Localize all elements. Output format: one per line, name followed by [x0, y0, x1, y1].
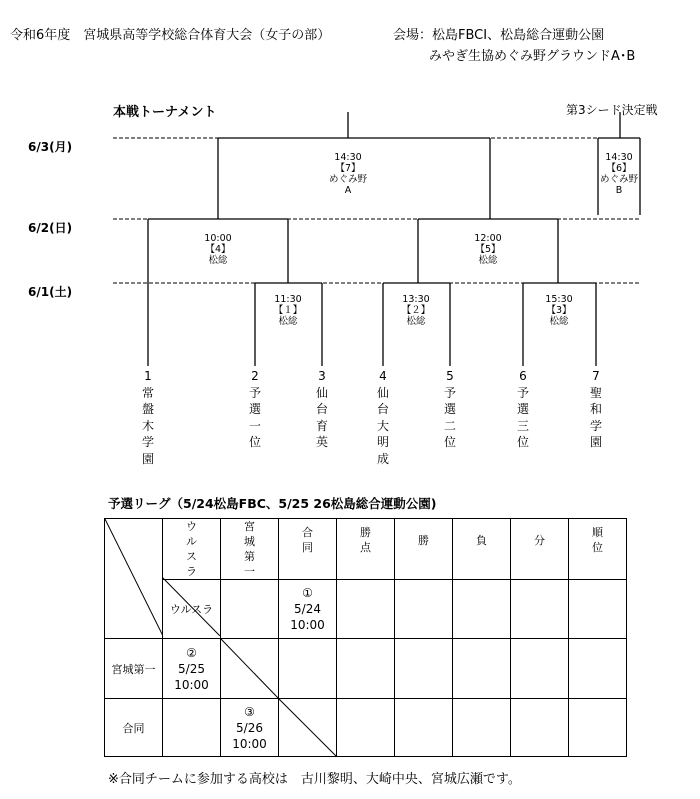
team-6: 6 予 選 三 位: [516, 369, 529, 450]
cell-empty: [337, 580, 395, 639]
match-4-info: 10:00 【4】 松総: [204, 233, 232, 266]
diagonal-cell-1: [162, 577, 220, 636]
corner-cell: [105, 519, 163, 639]
diagonal-cell: [221, 639, 279, 699]
date-label-jun1: 6/1(土): [28, 285, 73, 299]
cell-empty: [511, 580, 569, 639]
cell-empty: [395, 580, 453, 639]
diagonal-cell: [279, 699, 337, 757]
col-header-wins: 勝: [395, 519, 453, 580]
team-3: 3 仙 台 育 英: [315, 369, 328, 450]
team-5: 5 予 選 二 位: [443, 369, 456, 450]
seed-decider-label: 第3シード決定戦: [566, 103, 658, 117]
league-title: 予選リーグ（5/24松島FBC、5/25 26松島総合運動公園): [108, 496, 437, 511]
cell-empty: [279, 639, 337, 699]
cell-empty: [337, 699, 395, 757]
col-header-godo: 合 同: [279, 519, 337, 580]
team-7: 7 聖 和 学 園: [589, 369, 602, 450]
match-5-info: 12:00 【5】 松総: [474, 233, 502, 266]
venue-line-2: みやぎ生協めぐみ野グラウンドA･B: [429, 49, 636, 64]
match-3-info: 15:30 【3】 松総: [545, 294, 573, 327]
row-label-godo: 合同: [105, 699, 163, 757]
league-row-miyagi-daiichi: [105, 639, 627, 699]
match-cell-3: ③ 5/26 10:00: [221, 699, 279, 757]
col-header-ursula: ウ ル ス ラ: [163, 519, 221, 580]
cell-empty: [395, 639, 453, 699]
footnote: ※合同チームに参加する高校は 古川黎明、大崎中央、宮城広瀬です。: [108, 772, 521, 787]
cell-empty: [163, 699, 221, 757]
col-header-draws: 分: [511, 519, 569, 580]
team-1: 1 常 盤 木 学 園: [141, 369, 154, 466]
match-6-info: 14:30 【6】 めぐみ野 B: [599, 152, 638, 196]
match-1-info: 11:30 【１】 松総: [273, 294, 303, 327]
col-header-miyagi-daiichi: 宮 城 第 一: [221, 519, 279, 580]
col-header-losses: 負: [453, 519, 511, 580]
team-4: 4 仙 台 大 明 成: [376, 369, 389, 466]
match-7-info: 14:30 【7】 めぐみ野 A: [328, 152, 367, 196]
cell-empty: [511, 699, 569, 757]
venue-line-1: 会場：松島FBCⅠ、松島総合運動公園: [393, 28, 605, 43]
cell-empty: [511, 639, 569, 699]
date-label-jun2: 6/2(日): [28, 221, 73, 235]
match-cell-2: ② 5/25 10:00: [163, 639, 221, 699]
league-header-row: [105, 519, 627, 580]
cell-empty: [569, 580, 627, 639]
event-title: 令和6年度 宮城県高等学校総合体育大会（女子の部）: [10, 28, 331, 43]
date-label-jun3: 6/3(月): [28, 140, 73, 154]
cell-empty: [221, 580, 279, 639]
col-header-rank: 順 位: [569, 519, 627, 580]
cell-empty: [453, 639, 511, 699]
cell-empty: [395, 699, 453, 757]
row-label-miyagi-daiichi: 宮城第一: [105, 639, 163, 699]
match-2-info: 13:30 【２】 松総: [401, 294, 431, 327]
league-row-godo: [105, 699, 627, 757]
match-cell-1: ① 5/24 10:00: [279, 580, 337, 639]
row-label-ursula: ウルスラ: [163, 580, 221, 639]
cell-empty: [453, 580, 511, 639]
cell-empty: [569, 639, 627, 699]
bracket-title: 本戦トーナメント: [113, 105, 217, 120]
league-table: [104, 518, 627, 757]
team-2: 2 予 選 一 位: [248, 369, 261, 450]
cell-empty: [453, 699, 511, 757]
cell-empty: [569, 699, 627, 757]
col-header-points: 勝 点: [337, 519, 395, 580]
cell-empty: [337, 639, 395, 699]
